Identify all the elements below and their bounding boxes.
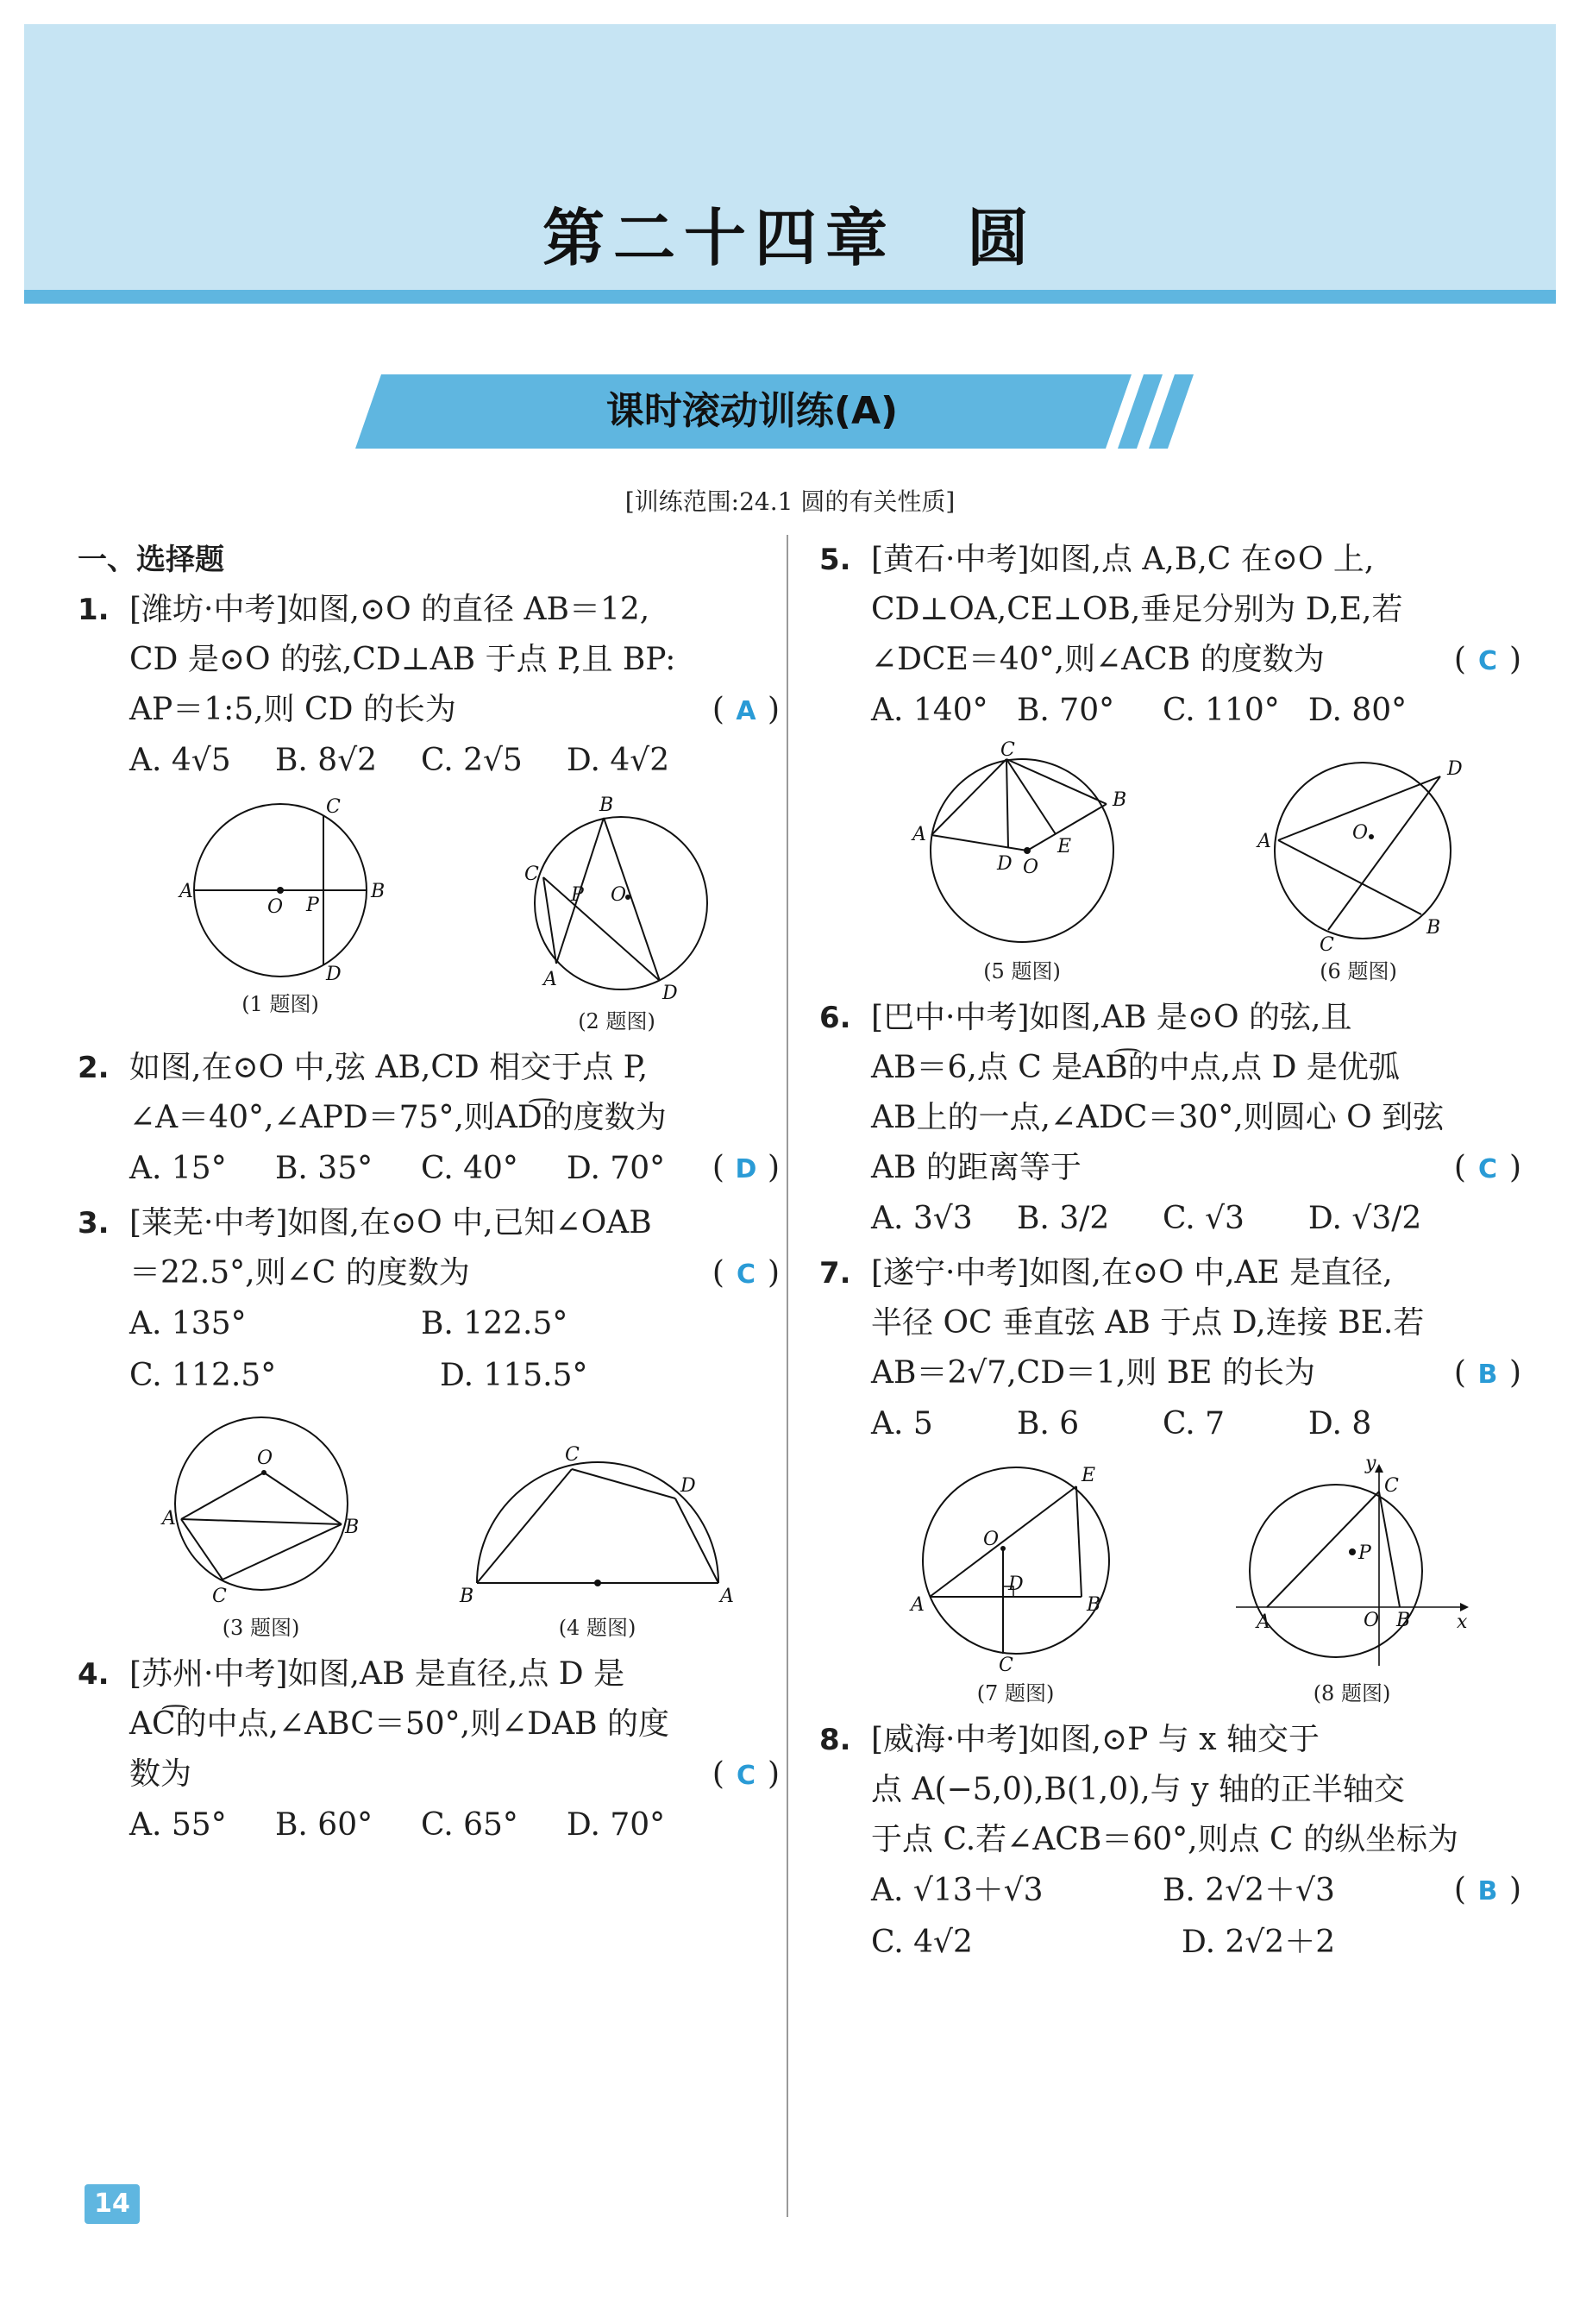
svg-text:A: A bbox=[1256, 1611, 1270, 1633]
question-number: 1. bbox=[78, 593, 110, 627]
option-d: D. 70° bbox=[566, 1151, 666, 1186]
svg-text:B: B bbox=[344, 1517, 359, 1538]
answer-bracket: ( A ) bbox=[712, 685, 780, 737]
options bbox=[78, 1298, 712, 1350]
svg-text:O: O bbox=[256, 1448, 273, 1469]
svg-text:C: C bbox=[998, 1655, 1013, 1676]
question-number: 4. bbox=[78, 1657, 110, 1692]
question-text: CD⊥OA,CE⊥OB,垂足分别为 D,E,若 bbox=[871, 592, 1403, 627]
question-number: 5. bbox=[819, 543, 851, 577]
question-text: AB＝6,点 C 是AB͡的中点,点 D 是优弧 bbox=[871, 1050, 1400, 1085]
question-text: [莱芜·中考]如图,在⊙O 中,已知∠OAB bbox=[129, 1205, 652, 1241]
chapter-title: 第二十四章 圆 bbox=[542, 202, 1038, 274]
figure-1 bbox=[179, 795, 386, 1034]
answer-letter: C bbox=[1477, 1154, 1497, 1184]
question-text: [威海·中考]如图,⊙P 与 x 轴交于 bbox=[871, 1722, 1320, 1757]
svg-text:A: A bbox=[912, 824, 926, 845]
answer-letter: B bbox=[1477, 1876, 1498, 1906]
figure-6 bbox=[1242, 745, 1475, 984]
svg-text:A: A bbox=[161, 1508, 176, 1529]
figure-3 bbox=[162, 1410, 361, 1641]
figure-4-diagram bbox=[460, 1410, 736, 1609]
svg-text:P: P bbox=[571, 884, 584, 906]
answer-letter: C bbox=[736, 1761, 756, 1791]
option-a: A. 140° bbox=[871, 693, 988, 728]
svg-text:O: O bbox=[1023, 857, 1039, 878]
svg-text:B: B bbox=[459, 1586, 473, 1607]
figure-caption: (5 题图) bbox=[983, 959, 1061, 983]
svg-text:C: C bbox=[564, 1444, 580, 1466]
option-c: C. 110° bbox=[1162, 693, 1280, 728]
svg-text:O: O bbox=[267, 896, 284, 918]
question-6 bbox=[819, 993, 1527, 1245]
figure-7 bbox=[904, 1459, 1128, 1706]
option-d: D. 70° bbox=[566, 1807, 666, 1843]
svg-text:P: P bbox=[1357, 1542, 1371, 1564]
answer-bracket: ( B ) bbox=[1454, 1348, 1521, 1400]
svg-text:C: C bbox=[1320, 934, 1334, 956]
svg-text:C: C bbox=[524, 864, 539, 885]
question-text: [潍坊·中考]如图,⊙O 的直径 AB＝12, bbox=[129, 592, 650, 627]
option-c: C. 112.5° bbox=[129, 1358, 277, 1393]
question-text: [遂宁·中考]如图,在⊙O 中,AE 是直径, bbox=[871, 1255, 1393, 1291]
svg-text:A: A bbox=[179, 881, 193, 902]
option-a: A. 3√3 bbox=[871, 1201, 973, 1236]
question-3 bbox=[78, 1198, 785, 1402]
svg-text:E: E bbox=[1057, 836, 1072, 857]
question-7 bbox=[819, 1248, 1527, 1450]
figure-1-diagram bbox=[179, 795, 386, 985]
option-b: B. 60° bbox=[274, 1807, 373, 1843]
answer-bracket: ( C ) bbox=[712, 1248, 780, 1300]
question-text: ∠DCE＝40°,则∠ACB 的度数为 bbox=[871, 642, 1325, 677]
svg-text:C: C bbox=[211, 1586, 227, 1607]
svg-text:D: D bbox=[997, 853, 1013, 875]
right-column bbox=[819, 535, 1527, 1972]
figure-6-diagram bbox=[1242, 745, 1475, 956]
option-c: C. 40° bbox=[420, 1151, 518, 1186]
question-text: 半径 OC 垂直弦 AB 于点 D,连接 BE.若 bbox=[871, 1305, 1425, 1341]
question-8 bbox=[819, 1715, 1527, 1969]
question-text: [黄石·中考]如图,点 A,B,C 在⊙O 上, bbox=[871, 542, 1375, 577]
options bbox=[819, 1193, 1454, 1245]
option-a: A. 135° bbox=[129, 1306, 247, 1341]
question-text: AB＝2√7,CD＝1,则 BE 的长为 bbox=[871, 1355, 1316, 1391]
figure-caption: (3 题图) bbox=[222, 1616, 300, 1640]
option-b: B. 6 bbox=[1016, 1406, 1080, 1442]
figure-caption: (1 题图) bbox=[241, 992, 319, 1016]
question-4 bbox=[78, 1649, 785, 1851]
options bbox=[78, 1143, 712, 1195]
question-text: AC͡的中点,∠ABC＝50°,则∠DAB 的度 bbox=[129, 1706, 669, 1742]
question-number: 3. bbox=[78, 1206, 110, 1241]
figure-caption: (4 题图) bbox=[558, 1616, 636, 1640]
figure-row bbox=[78, 790, 785, 1043]
answer-letter: B bbox=[1477, 1360, 1498, 1390]
svg-text:y: y bbox=[1364, 1453, 1376, 1474]
answer-bracket: ( D ) bbox=[712, 1143, 780, 1195]
option-c: C. 4√2 bbox=[871, 1925, 973, 1960]
option-a: A. 15° bbox=[129, 1151, 227, 1186]
answer-bracket: ( C ) bbox=[1454, 1143, 1521, 1195]
question-text: AB上的一点,∠ADC＝30°,则圆心 O 到弦 bbox=[871, 1100, 1445, 1135]
figure-8-diagram bbox=[1227, 1453, 1477, 1674]
answer-letter: C bbox=[1477, 646, 1497, 676]
question-number: 7. bbox=[819, 1256, 851, 1291]
option-b: B. 3/2 bbox=[1016, 1201, 1110, 1236]
option-b: B. 122.5° bbox=[420, 1306, 568, 1341]
figure-caption: (2 题图) bbox=[578, 1009, 655, 1033]
figure-8 bbox=[1227, 1453, 1477, 1706]
section-banner bbox=[355, 374, 1225, 449]
svg-text:C: C bbox=[1000, 739, 1015, 761]
answer-bracket: ( C ) bbox=[712, 1749, 780, 1801]
figure-5 bbox=[906, 739, 1138, 984]
options bbox=[819, 1917, 1527, 1969]
banner-stripe bbox=[24, 290, 1556, 304]
question-text: [苏州·中考]如图,AB 是直径,点 D 是 bbox=[129, 1656, 625, 1692]
section-title: 课时滚动训练(A) bbox=[605, 389, 899, 433]
question-text: 点 A(−5,0),B(1,0),与 y 轴的正半轴交 bbox=[871, 1772, 1405, 1807]
options bbox=[78, 1350, 785, 1402]
option-c: C. √3 bbox=[1162, 1201, 1245, 1236]
svg-text:C: C bbox=[1383, 1475, 1399, 1497]
svg-text:D: D bbox=[680, 1475, 696, 1497]
svg-text:D: D bbox=[1007, 1573, 1024, 1595]
option-c: C. 2√5 bbox=[420, 743, 523, 778]
option-d: D. 2√2＋2 bbox=[1182, 1925, 1336, 1960]
svg-text:C: C bbox=[326, 796, 341, 818]
svg-text:O: O bbox=[1363, 1610, 1379, 1631]
option-d: D. 80° bbox=[1307, 693, 1408, 728]
figure-caption: (8 题图) bbox=[1313, 1681, 1391, 1705]
svg-text:O: O bbox=[611, 884, 627, 906]
option-c: C. 7 bbox=[1162, 1406, 1225, 1442]
question-text: [巴中·中考]如图,AB 是⊙O 的弦,且 bbox=[871, 1000, 1352, 1035]
option-a: A. 5 bbox=[871, 1406, 933, 1442]
figure-caption: (6 题图) bbox=[1320, 959, 1397, 983]
question-2 bbox=[78, 1043, 785, 1195]
figure-5-diagram bbox=[906, 739, 1138, 952]
svg-text:A: A bbox=[910, 1594, 925, 1616]
svg-text:x: x bbox=[1456, 1611, 1467, 1633]
svg-text:A: A bbox=[1257, 831, 1271, 852]
options bbox=[819, 1398, 1454, 1450]
svg-text:A: A bbox=[719, 1586, 734, 1607]
question-text: 于点 C.若∠ACB＝60°,则点 C 的纵坐标为 bbox=[871, 1822, 1458, 1857]
svg-text:B: B bbox=[1113, 789, 1127, 811]
option-b: B. 70° bbox=[1016, 693, 1115, 728]
option-a: A. 4√5 bbox=[129, 743, 231, 778]
svg-text:E: E bbox=[1081, 1465, 1095, 1486]
svg-text:B: B bbox=[1395, 1610, 1410, 1631]
svg-text:D: D bbox=[326, 964, 342, 985]
figure-caption: (7 题图) bbox=[976, 1681, 1055, 1705]
svg-text:D: D bbox=[1447, 758, 1463, 780]
svg-text:B: B bbox=[371, 881, 386, 902]
svg-text:B: B bbox=[599, 795, 614, 816]
answer-bracket: ( B ) bbox=[1454, 1865, 1521, 1917]
figure-7-diagram bbox=[904, 1459, 1128, 1674]
question-5 bbox=[819, 535, 1527, 737]
figure-row bbox=[819, 740, 1527, 993]
option-d: D. 115.5° bbox=[440, 1358, 588, 1393]
options bbox=[819, 1865, 1454, 1917]
training-range: [训练范围:24.1 圆的有关性质] bbox=[624, 487, 956, 516]
svg-text:A: A bbox=[543, 969, 557, 990]
question-text: CD 是⊙O 的弦,CD⊥AB 于点 P,且 BP: bbox=[129, 642, 676, 677]
answer-letter: C bbox=[736, 1259, 756, 1290]
question-text: AB 的距离等于 bbox=[871, 1150, 1082, 1185]
svg-text:D: D bbox=[662, 983, 678, 1004]
option-d: D. √3/2 bbox=[1307, 1201, 1422, 1236]
figure-3-diagram bbox=[162, 1410, 361, 1609]
svg-text:B: B bbox=[1426, 917, 1441, 939]
svg-text:P: P bbox=[306, 895, 319, 916]
figure-4 bbox=[460, 1410, 736, 1641]
answer-letter: D bbox=[735, 1154, 757, 1184]
figure-2-diagram bbox=[517, 795, 716, 1002]
section-heading: 一、选择题 bbox=[78, 543, 224, 577]
figure-row bbox=[78, 1405, 785, 1649]
answer-bracket: ( C ) bbox=[1454, 635, 1521, 687]
question-text: 如图,在⊙O 中,弦 AB,CD 相交于点 P, bbox=[129, 1050, 649, 1085]
question-text: ＝22.5°,则∠C 的度数为 bbox=[129, 1255, 470, 1291]
question-number: 8. bbox=[819, 1723, 851, 1757]
option-b: B. 8√2 bbox=[274, 743, 378, 778]
option-c: C. 65° bbox=[420, 1807, 518, 1843]
column-divider bbox=[787, 535, 788, 2217]
question-text: ∠A＝40°,∠APD＝75°,则AD͡的度数为 bbox=[129, 1100, 667, 1135]
option-b: B. 2√2＋√3 bbox=[1162, 1873, 1335, 1908]
figure-2 bbox=[517, 795, 716, 1034]
question-number: 2. bbox=[78, 1051, 110, 1085]
svg-text:O: O bbox=[982, 1529, 999, 1550]
answer-letter: A bbox=[736, 696, 756, 726]
figure-row bbox=[819, 1454, 1527, 1715]
option-d: D. 8 bbox=[1307, 1406, 1372, 1442]
option-a: A. √13＋√3 bbox=[871, 1873, 1044, 1908]
options bbox=[819, 685, 1454, 737]
svg-text:B: B bbox=[1086, 1594, 1100, 1616]
question-number: 6. bbox=[819, 1001, 851, 1035]
page-number: 14 bbox=[85, 2184, 140, 2224]
options bbox=[78, 1800, 712, 1851]
left-column bbox=[78, 535, 785, 1855]
option-b: B. 35° bbox=[274, 1151, 373, 1186]
question-1 bbox=[78, 585, 785, 787]
question-text: 数为 bbox=[129, 1756, 192, 1792]
option-a: A. 55° bbox=[129, 1807, 227, 1843]
options bbox=[78, 735, 712, 787]
question-text: AP＝1:5,则 CD 的长为 bbox=[129, 692, 456, 727]
option-d: D. 4√2 bbox=[566, 743, 670, 778]
svg-text:O: O bbox=[1352, 822, 1369, 844]
